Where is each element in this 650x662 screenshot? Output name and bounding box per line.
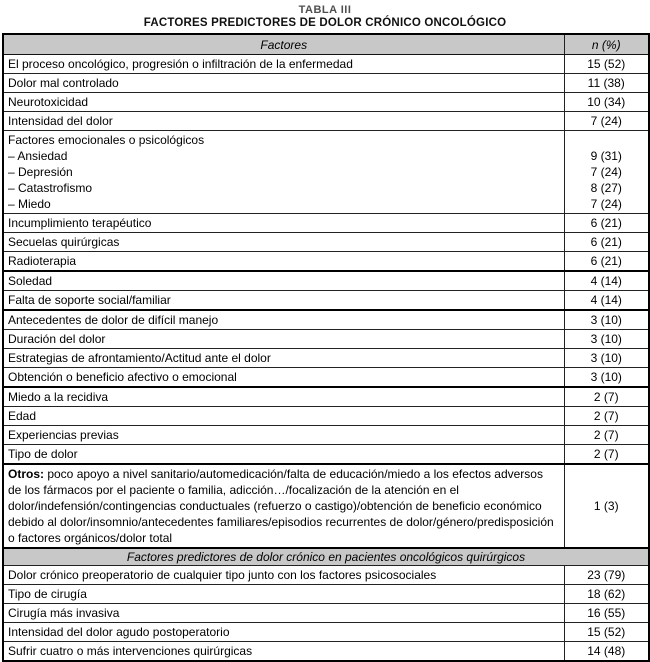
- table-row: [3, 426, 649, 445]
- factor-cell: Dolor crónico preoperatorio de cualquier tipo junto con los factores psicosociales: [3, 566, 564, 585]
- table-row: [3, 604, 649, 623]
- value-cell: 3 (10): [564, 349, 649, 368]
- factor-cell: Secuelas quirúrgicas: [3, 233, 564, 252]
- table-row: [3, 291, 649, 311]
- table-row: [3, 55, 649, 74]
- table-row: [3, 233, 649, 252]
- table-row: [3, 252, 649, 272]
- factor-sub-item: – Miedo: [8, 197, 51, 211]
- table-row: [3, 112, 649, 131]
- value-cell: 6 (21): [564, 233, 649, 252]
- factor-cell: Duración del dolor: [3, 330, 564, 349]
- value-cell: 14 (48): [564, 642, 649, 662]
- value-cell: 4 (14): [564, 291, 649, 311]
- section-header-row: [3, 548, 649, 566]
- factor-sub-item: – Ansiedad: [8, 149, 68, 163]
- factor-cell: Soledad: [3, 271, 564, 291]
- factor-cell: Radioterapia: [3, 252, 564, 272]
- table-row: [3, 214, 649, 233]
- factor-paragraph-cell: Otros: poco apoyo a nivel sanitario/automedicación/falta de educación/miedo a los efectos adversos de los fármacos por el paciente o familia, adicción…/focalización de la atención en el dolor/indefensión/contingencias conductuales (refuerzo o castigo)/obtención de beneficio económico debido al dolor/insomnio/antecedentes familiares/episodios recurrentes de dolor/género/predisposición o factores orgánicos/dolor total: [3, 464, 564, 548]
- value-cell: 2 (7): [564, 445, 649, 465]
- table-row: [3, 93, 649, 112]
- value-line: [565, 132, 649, 148]
- factor-cell: Obtención o beneficio afectivo o emocional: [3, 368, 564, 388]
- value-cell: 6 (21): [564, 214, 649, 233]
- factor-cell: Incumplimiento terapéutico: [3, 214, 564, 233]
- value-cell: 11 (38): [564, 74, 649, 93]
- factor-cell: Falta de soporte social/familiar: [3, 291, 564, 311]
- table-row: [3, 74, 649, 93]
- factor-sub-item: – Depresión: [8, 165, 73, 179]
- table-row: [3, 349, 649, 368]
- factor-cell: Experiencias previas: [3, 426, 564, 445]
- value-cell: 10 (34): [564, 93, 649, 112]
- factor-cell: Dolor mal controlado: [3, 74, 564, 93]
- factor-group-label: Factores emocionales o psicológicos: [8, 133, 205, 147]
- value-cell: 15 (52): [564, 623, 649, 642]
- value-group-cell: [564, 131, 649, 214]
- table-header-row: [3, 34, 649, 55]
- table-title-block: [0, 0, 650, 30]
- factor-cell: Tipo de cirugía: [3, 585, 564, 604]
- factor-cell: Estrategias de afrontamiento/Actitud ante el dolor: [3, 349, 564, 368]
- value-cell: 18 (62): [564, 585, 649, 604]
- value-cell: 2 (7): [564, 407, 649, 426]
- value-cell: 15 (52): [564, 55, 649, 74]
- value-cell: 3 (10): [564, 330, 649, 349]
- value-cell: 1 (3): [564, 464, 649, 548]
- value-cell: 2 (7): [564, 426, 649, 445]
- value-cell: 2 (7): [564, 387, 649, 407]
- value-cell: 23 (79): [564, 566, 649, 585]
- value-cell: 3 (10): [564, 368, 649, 388]
- table-row: [3, 407, 649, 426]
- factor-cell: Neurotoxicidad: [3, 93, 564, 112]
- table-number: TABLA III: [298, 4, 352, 16]
- column-header-factores: Factores: [3, 34, 564, 55]
- factor-cell: Sufrir cuatro o más intervenciones quirúrgicas: [3, 642, 564, 662]
- factor-cell: Tipo de dolor: [3, 445, 564, 465]
- table-row: [3, 642, 649, 662]
- value-line: 9 (31): [590, 149, 622, 163]
- value-cell: 3 (10): [564, 310, 649, 330]
- value-cell: 4 (14): [564, 271, 649, 291]
- table-row: [3, 330, 649, 349]
- table-row: [3, 131, 649, 214]
- value-cell: 7 (24): [564, 112, 649, 131]
- table-row: [3, 445, 649, 465]
- table-row: [3, 623, 649, 642]
- factor-cell: Intensidad del dolor: [3, 112, 564, 131]
- table-row: [3, 368, 649, 388]
- value-cell: 6 (21): [564, 252, 649, 272]
- value-line: 7 (24): [590, 165, 622, 179]
- value-line: 7 (24): [590, 197, 622, 211]
- paragraph-prefix: Otros:: [8, 467, 44, 481]
- table-heading: FACTORES PREDICTORES DE DOLOR CRÓNICO ONCOLÓGICO: [143, 17, 507, 29]
- factor-cell: Antecedentes de dolor de difícil manejo: [3, 310, 564, 330]
- section-title: Factores predictores de dolor crónico en pacientes oncológicos quirúrgicos: [3, 548, 649, 566]
- factor-cell: Edad: [3, 407, 564, 426]
- factor-sub-item: – Catastrofismo: [8, 181, 93, 195]
- factors-table: [2, 33, 650, 662]
- table-row: [3, 585, 649, 604]
- factor-cell: El proceso oncológico, progresión o infiltración de la enfermedad: [3, 55, 564, 74]
- factor-cell: Cirugía más invasiva: [3, 604, 564, 623]
- table-row: [3, 271, 649, 291]
- table-row: [3, 310, 649, 330]
- table-row: [3, 464, 649, 548]
- value-line: 8 (27): [590, 181, 622, 195]
- factor-group-cell: [3, 131, 564, 214]
- column-header-n-pct: n (%): [564, 34, 649, 55]
- table-row: [3, 566, 649, 585]
- table-row: [3, 387, 649, 407]
- factor-cell: Intensidad del dolor agudo postoperatorio: [3, 623, 564, 642]
- value-cell: 16 (55): [564, 604, 649, 623]
- factor-cell: Miedo a la recidiva: [3, 387, 564, 407]
